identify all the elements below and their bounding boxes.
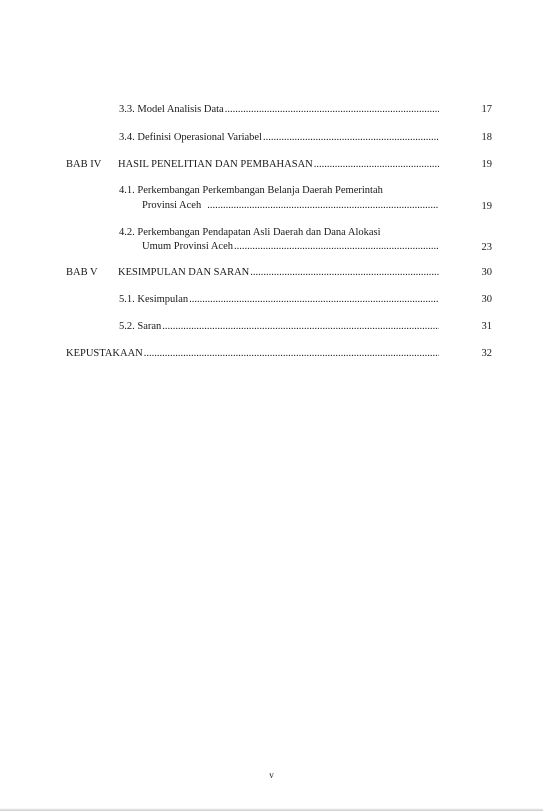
toc-entry-label: 3.4. Definisi Operasional Variabel <box>119 132 262 143</box>
toc-entry-4-2-line2 <box>142 241 439 253</box>
toc-page-number: 30 <box>481 267 492 278</box>
toc-entry-kepustakaan <box>66 348 439 360</box>
toc-entry-label: Umum Provinsi Aceh <box>142 241 233 252</box>
toc-page-number: 31 <box>481 321 492 332</box>
toc-page-number: 32 <box>481 348 492 359</box>
toc-leader-dots <box>234 241 439 253</box>
toc-leader-dots <box>189 294 439 306</box>
toc-chapter-number: BAB IV <box>66 159 102 170</box>
toc-entry-label: Provinsi Aceh <box>142 200 202 211</box>
toc-entry-label: 3.3. Model Analisis Data <box>119 104 224 115</box>
toc-page-number: 19 <box>481 159 492 170</box>
toc-entry-4-1-line1: 4.1. Perkembangan Perkembangan Belanja Daerah Pemerintah <box>119 185 383 196</box>
toc-entry-3-4 <box>119 132 439 144</box>
toc-chapter-title: HASIL PENELITIAN DAN PEMBAHASAN <box>118 159 313 170</box>
toc-page-number: 19 <box>481 201 492 212</box>
toc-entry-label: 5.2. Saran <box>119 321 162 332</box>
toc-chapter-number: BAB V <box>66 267 98 278</box>
toc-entry-5-1 <box>119 294 439 306</box>
toc-page-number: 30 <box>481 294 492 305</box>
toc-leader-dots <box>263 132 439 144</box>
toc-leader-dots <box>144 348 439 360</box>
toc-entry-4-1-line2 <box>142 200 439 212</box>
toc-entry-4-2-line1: 4.2. Perkembangan Pendapatan Asli Daerah dan Dana Alokasi <box>119 227 381 238</box>
toc-entry-5-2 <box>119 321 439 333</box>
toc-page-number: 18 <box>481 132 492 143</box>
page-folio: v <box>269 770 274 780</box>
toc-chapter-4 <box>118 159 439 171</box>
toc-page-number: 17 <box>481 104 492 115</box>
toc-leader-dots <box>225 104 439 116</box>
toc-leader-dots <box>250 267 439 279</box>
toc-entry-label: 5.1. Kesimpulan <box>119 294 189 305</box>
toc-leader-dots <box>314 159 439 171</box>
toc-chapter-5 <box>118 267 439 279</box>
toc-chapter-title: KESIMPULAN DAN SARAN <box>118 267 250 278</box>
toc-entry-3-3 <box>119 104 439 116</box>
toc-leader-dots <box>207 200 439 212</box>
toc-leader-dots <box>162 321 439 333</box>
toc-page-number: 23 <box>481 242 492 253</box>
toc-entry-label: KEPUSTAKAAN <box>66 348 143 359</box>
